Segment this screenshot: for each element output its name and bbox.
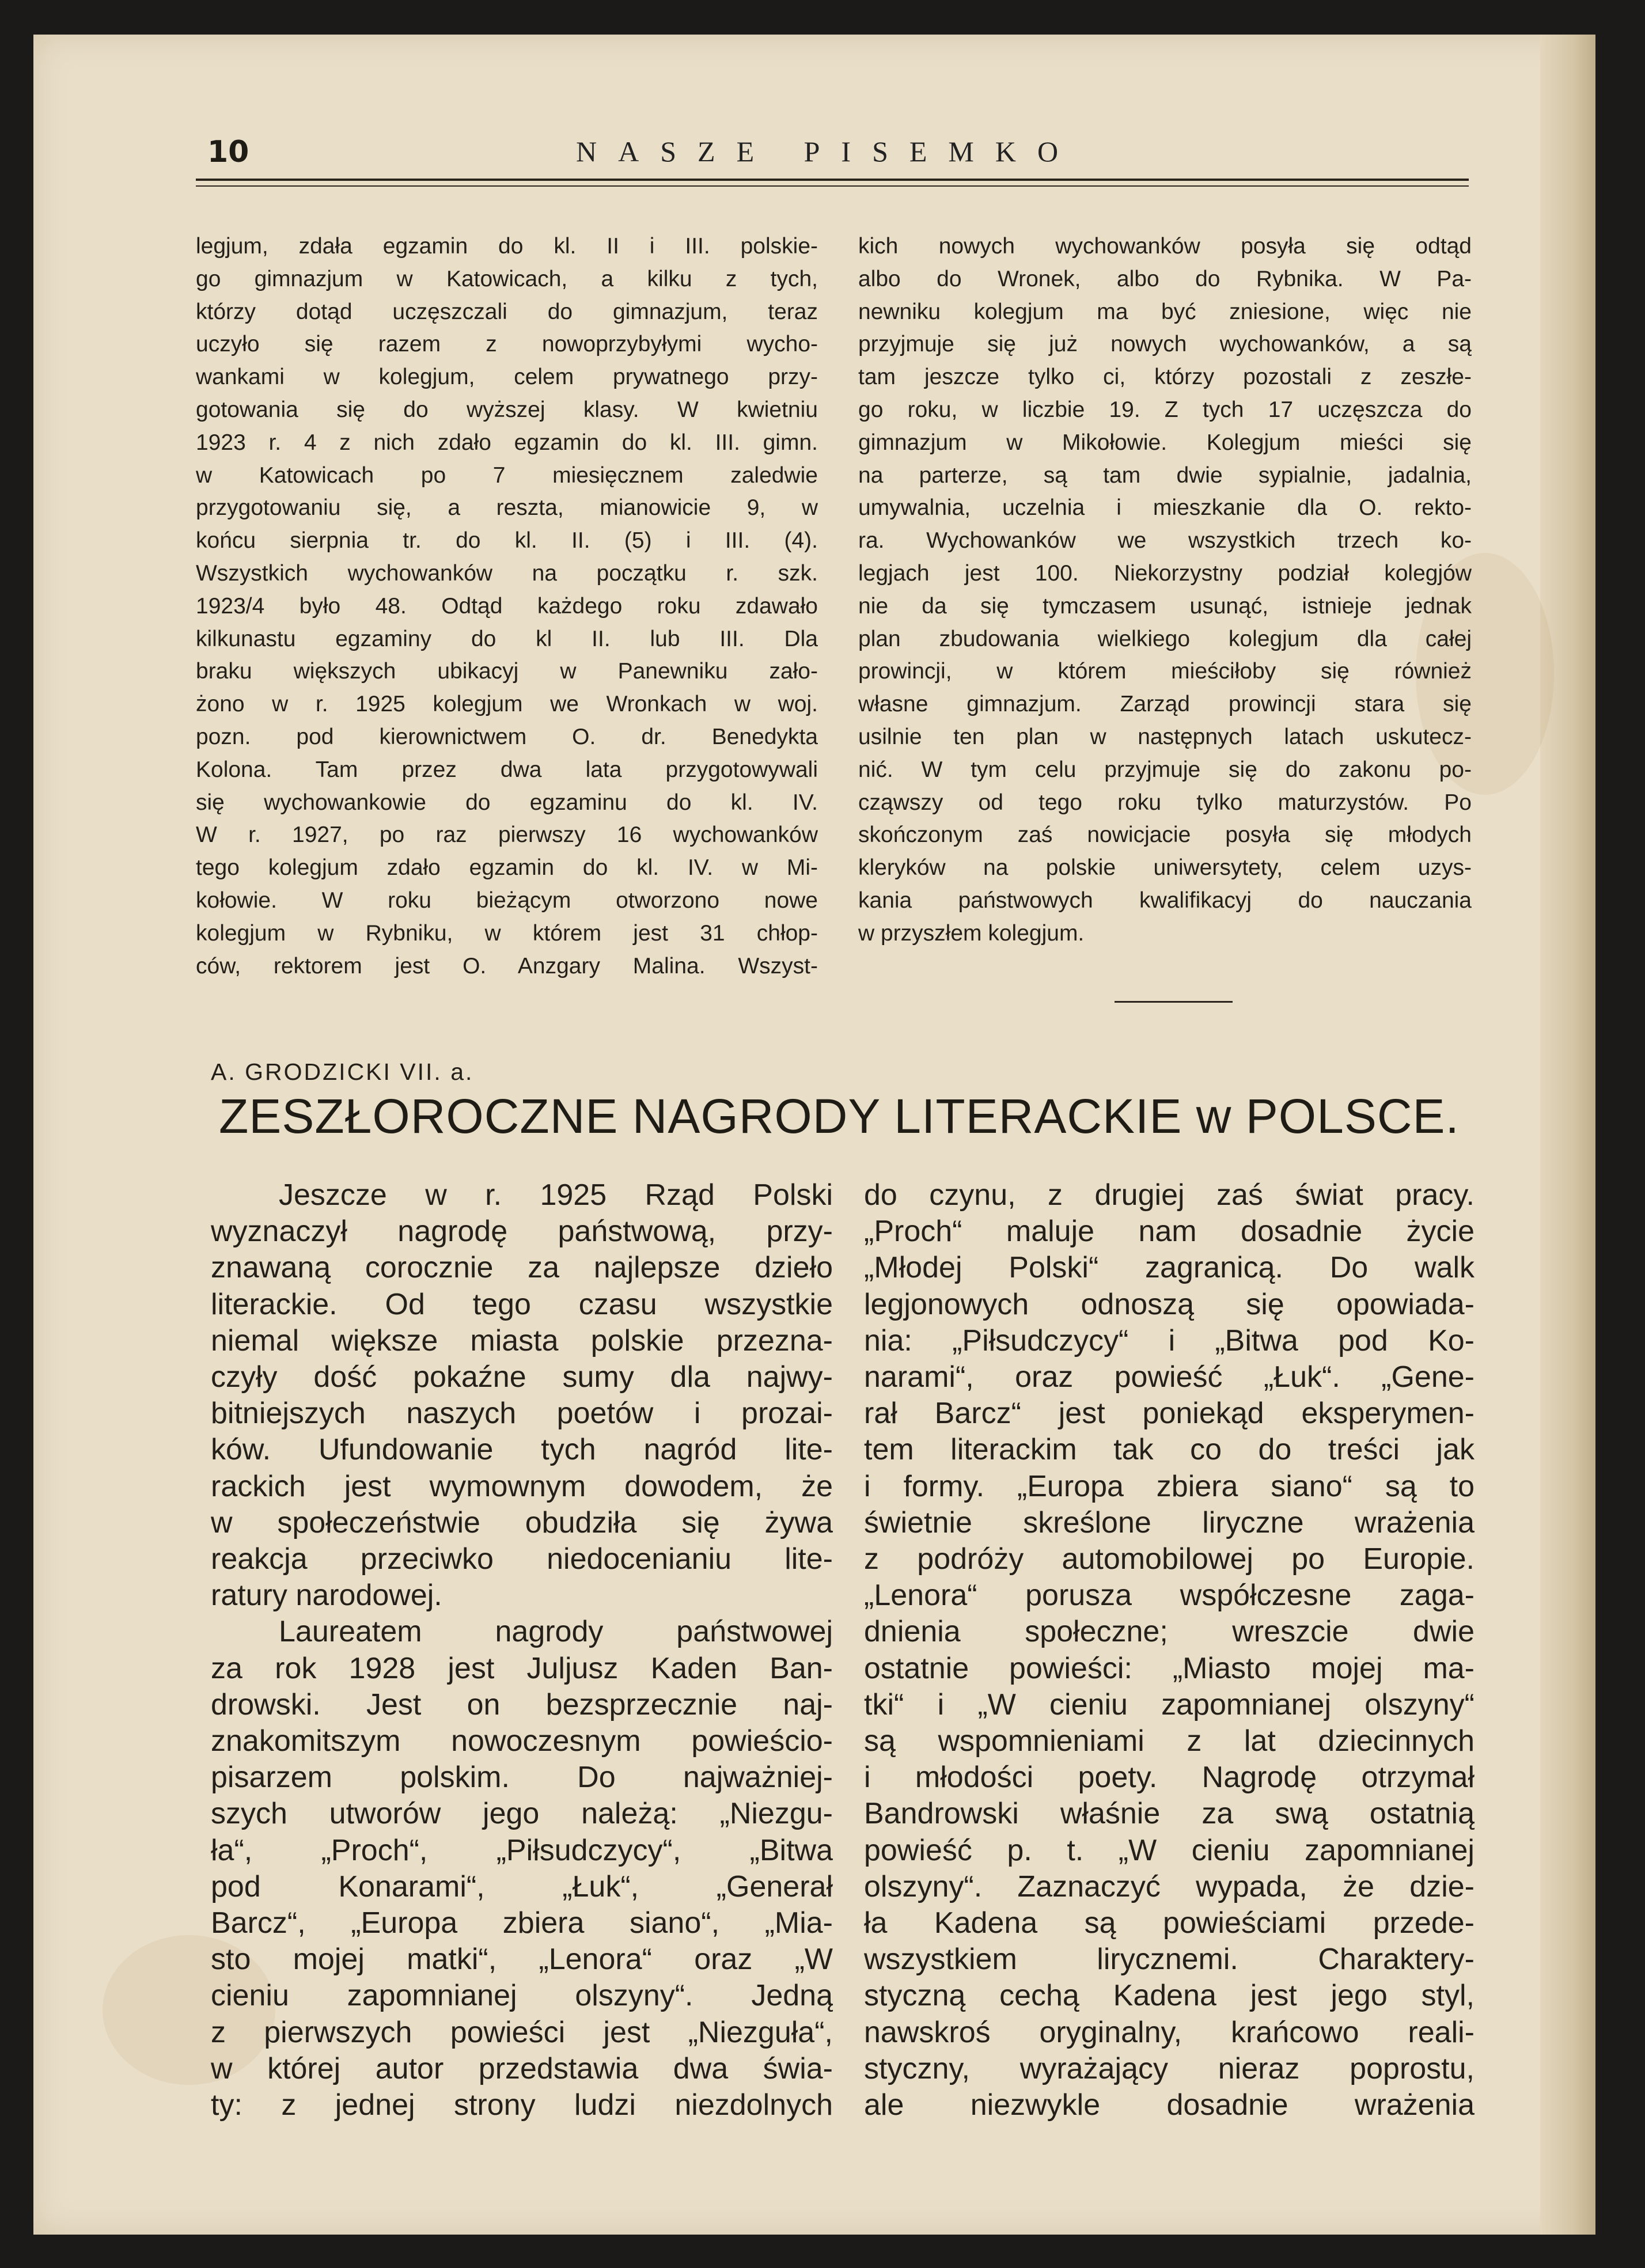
text-line: ców, rektorem jest O. Anzgary Malina. Wszyst-: [196, 953, 818, 978]
text-line: niemal większe miasta polskie przezna-: [211, 1323, 833, 1357]
text-line: się wychowankowie do egzaminu do kl. IV.: [196, 790, 818, 815]
text-line: pod Konarami“, „Łuk“, „Generał: [211, 1869, 833, 1903]
text-line: Laureatem nagrody państwowej: [279, 1615, 833, 1649]
text-line: „Lenora“ porusza współczesne zaga-: [864, 1579, 1475, 1613]
text-line: ła Kadena są powieściami przede-: [864, 1906, 1475, 1940]
text-line: newniku kolegjum ma być zniesione, więc nie: [858, 299, 1472, 324]
text-line: z podróży automobilowej po Europie.: [864, 1542, 1475, 1576]
text-line: literackie. Od tego czasu wszystkie: [211, 1287, 833, 1321]
text-line: w przyszłem kolegjum.: [858, 920, 1085, 946]
text-line: rał Barcz“ jest poniekąd eksperymen-: [864, 1397, 1475, 1431]
text-line: kołowie. W roku bieżącym otworzono nowe: [196, 888, 818, 913]
text-line: w społeczeństwie obudziła się żywa: [211, 1505, 833, 1539]
text-line: „Młodej Polski“ zagranicą. Do walk: [864, 1251, 1475, 1285]
page-number: 10: [207, 135, 249, 169]
text-line: tam jeszcze tylko ci, którzy pozostali z zeszłe-: [858, 365, 1472, 390]
text-line: końcu sierpnia tr. do kl. II. (5) i III. (4).: [196, 528, 818, 553]
text-line: tem literackim tak co do treści jak: [864, 1433, 1475, 1467]
text-line: i młodości poety. Nagrodę otrzymał: [864, 1761, 1475, 1795]
text-line: go roku, w liczbie 19. Z tych 17 uczęszcza do: [858, 397, 1472, 422]
text-line: ty: z jednej strony ludzi niezdolnych: [211, 2088, 833, 2122]
text-line: z pierwszych powieści jest „Niezguła“,: [211, 2015, 833, 2049]
text-line: 1923/4 było 48. Odtąd każdego roku zdawało: [196, 593, 818, 619]
text-line: do czynu, z drugiej zaś świat pracy.: [864, 1178, 1475, 1212]
text-line: olszyny“. Zaznaczyć wypada, że dzie-: [864, 1869, 1475, 1903]
text-line: umywalnia, uczelnia i mieszkanie dla O. rekto-: [858, 495, 1472, 521]
article-right-column: [864, 1177, 1475, 2123]
text-line: w Katowicach po 7 miesięcznem zaledwie: [196, 462, 818, 488]
article-author: A. GRODZICKI VII. a.: [211, 1059, 474, 1085]
text-line: którzy dotąd uczęszczali do gimnazjum, teraz: [196, 299, 818, 324]
text-line: są wspomnieniami z lat dziecinnych: [864, 1724, 1475, 1758]
text-line: ków. Ufundowanie tych nagród lite-: [211, 1433, 833, 1467]
text-line: usilnie ten plan w następnych latach uskutecz-: [858, 724, 1472, 749]
text-line: pozn. pod kierownictwem O. dr. Benedykta: [196, 724, 818, 749]
text-line: nawskroś oryginalny, krańcowo reali-: [864, 2015, 1475, 2049]
text-line: prowincji, w którem mieściłoby się również: [858, 659, 1472, 684]
text-line: za rok 1928 jest Juljusz Kaden Ban-: [211, 1651, 833, 1685]
text-line: czyły dość pokaźne sumy dla najwy-: [211, 1360, 833, 1394]
text-line: plan zbudowania wielkiego kolegjum dla całej: [858, 626, 1472, 651]
text-line: nia: „Piłsudczycy“ i „Bitwa pod Ko-: [864, 1323, 1475, 1357]
text-line: Bandrowski właśnie za swą ostatnią: [864, 1797, 1475, 1831]
text-line: szych utworów jego należą: „Niezgu-: [211, 1797, 833, 1831]
text-line: cząwszy od tego roku tylko maturzystów. Po: [858, 790, 1472, 815]
text-line: wyznaczył nagrodę państwową, przy-: [211, 1215, 833, 1249]
text-line: tki“ i „W cieniu zapomnianej olszyny“: [864, 1687, 1475, 1721]
text-line: sto mojej matki“, „Lenora“ oraz „W: [211, 1943, 833, 1977]
text-line: legjach jest 100. Niekorzystny podział kolegjów: [858, 560, 1472, 586]
text-line: kilkunastu egzaminy do kl II. lub III. Dla: [196, 626, 818, 651]
text-line: powieść p. t. „W cieniu zapomnianej: [864, 1833, 1475, 1867]
article-title: ZESZŁOROCZNE NAGRODY LITERACKIE w POLSCE.: [219, 1089, 1460, 1143]
text-line: bitniejszych naszych poetów i prozai-: [211, 1397, 833, 1431]
text-line: i formy. „Europa zbiera siano“ są to: [864, 1469, 1475, 1503]
top-article-right-column: [858, 230, 1472, 950]
text-line: nić. W tym celu przyjmuje się do zakonu po-: [858, 757, 1472, 782]
text-line: kleryków na polskie uniwersytety, celem uzys-: [858, 855, 1472, 881]
article-left-column: [211, 1177, 833, 2123]
text-line: świetnie skreślone liryczne wrażenia: [864, 1505, 1475, 1539]
text-line: Barcz“, „Europa zbiera siano“, „Mia-: [211, 1906, 833, 1940]
text-line: styczną cechą Kadena jest jego styl,: [864, 1979, 1475, 2013]
text-line: dnienia społeczne; wreszcie dwie: [864, 1615, 1475, 1649]
text-line: znawaną corocznie za najlepsze dzieło: [211, 1251, 833, 1285]
text-line: Jeszcze w r. 1925 Rząd Polski: [279, 1178, 833, 1212]
text-line: ra. Wychowanków we wszystkich trzech ko-: [858, 528, 1472, 553]
text-line: znakomitszym nowoczesnym powieścio-: [211, 1724, 833, 1758]
text-line: 1923 r. 4 z nich zdało egzamin do kl. III. gimn.: [196, 430, 818, 455]
text-line: przyjmuje się już nowych wychowanków, a są: [858, 332, 1472, 357]
text-line: cieniu zapomnianej olszyny“. Jedną: [211, 1979, 833, 2013]
text-line: gimnazjum w Mikołowie. Kolegjum mieści się: [858, 430, 1472, 455]
text-line: legjum, zdała egzamin do kl. II i III. polskie-: [196, 234, 818, 259]
text-line: styczny, wyrażający nieraz poprostu,: [864, 2051, 1475, 2085]
text-line: w której autor przedstawia dwa świa-: [211, 2051, 833, 2085]
page-header: [196, 131, 1469, 177]
header-rule: [196, 179, 1469, 181]
text-line: własne gimnazjum. Zarząd prowincji stara się: [858, 692, 1472, 717]
text-line: Wszystkich wychowanków na początku r. szk.: [196, 560, 818, 586]
text-line: ła“, „Proch“, „Piłsudczycy“, „Bitwa: [211, 1833, 833, 1867]
page-gutter: [1540, 35, 1595, 2235]
text-line: albo do Wronek, albo do Rybnika. W Pa-: [858, 266, 1472, 291]
text-line: nie da się tymczasem usunąć, istnieje jednak: [858, 593, 1472, 619]
top-article-left-column: [196, 230, 818, 983]
text-line: Kolona. Tam przez dwa lata przygotowywali: [196, 757, 818, 782]
text-line: drowski. Jest on bezsprzecznie naj-: [211, 1687, 833, 1721]
text-line: „Proch“ maluje nam dosadnie życie: [864, 1215, 1475, 1249]
text-line: ale niezwykle dosadnie wrażenia: [864, 2088, 1475, 2122]
text-line: go gimnazjum w Katowicach, a kilku z tych,: [196, 266, 818, 291]
text-line: rackich jest wymownym dowodem, że: [211, 1469, 833, 1503]
text-line: braku większych ubikacyj w Panewniku zało-: [196, 659, 818, 684]
text-line: reakcja przeciwko niedocenianiu lite-: [211, 1542, 833, 1576]
text-line: tego kolegjum zdało egzamin do kl. IV. w Mi-: [196, 855, 818, 881]
text-line: legjonowych odnoszą się opowiada-: [864, 1287, 1475, 1321]
text-line: wankami w kolegjum, celem prywatnego przy-: [196, 365, 818, 390]
journal-title: NASZE PISEMKO: [576, 135, 1080, 168]
text-line: na parterze, są tam dwie sypialnie, jadalnia,: [858, 462, 1472, 488]
header-rule: [196, 185, 1469, 187]
text-line: uczyło się razem z nowoprzybyłymi wycho-: [196, 332, 818, 357]
text-line: ratury narodowej.: [211, 1579, 442, 1613]
text-line: kania państwowych kwalifikacyj do nauczania: [858, 888, 1472, 913]
text-line: pisarzem polskim. Do najważniej-: [211, 1761, 833, 1795]
text-line: kich nowych wychowanków posyła się odtąd: [858, 234, 1472, 259]
text-line: skończonym zaś nowicjacie posyła się młodych: [858, 822, 1472, 848]
text-line: gotowania się do wyższej klasy. W kwietniu: [196, 397, 818, 422]
article-divider: [1115, 1001, 1233, 1003]
text-line: ostatnie powieści: „Miasto mojej ma-: [864, 1651, 1475, 1685]
text-line: narami“, oraz powieść „Łuk“. „Gene-: [864, 1360, 1475, 1394]
text-line: kolegjum w Rybniku, w którem jest 31 chłop-: [196, 920, 818, 946]
text-line: wszystkiem lirycznemi. Charaktery-: [864, 1943, 1475, 1977]
text-line: przygotowaniu się, a reszta, mianowicie 9, w: [196, 495, 818, 521]
text-line: żono w r. 1925 kolegjum we Wronkach w woj.: [196, 692, 818, 717]
text-line: W r. 1927, po raz pierwszy 16 wychowanków: [196, 822, 818, 848]
